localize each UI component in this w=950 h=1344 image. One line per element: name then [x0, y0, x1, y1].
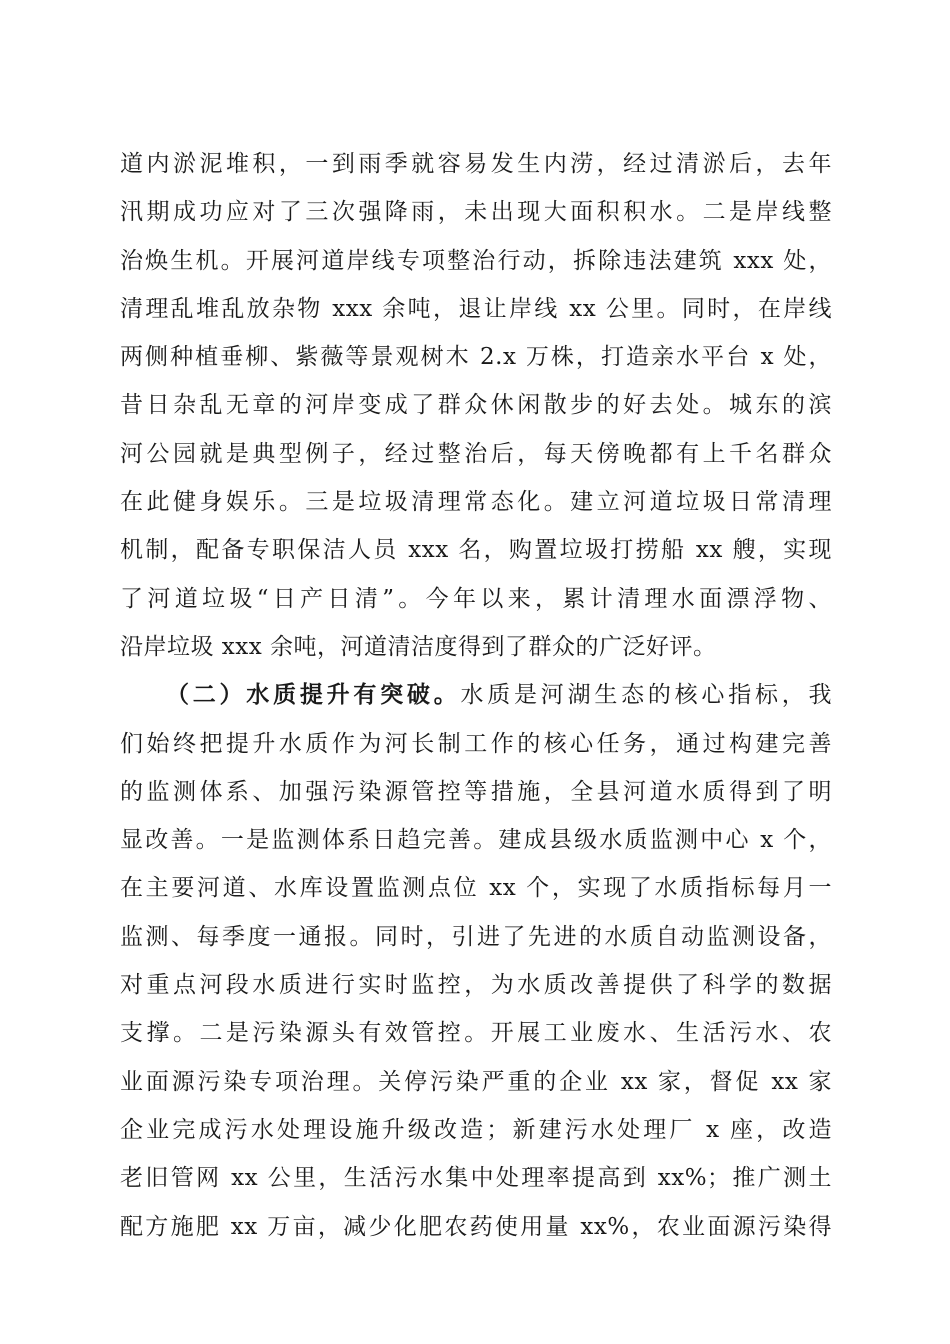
paragraph-line: 两侧种植垂柳、紫薇等景观树木 2.x 万株，打造亲水平台 x 处， — [120, 344, 832, 371]
paragraph-line: 沿岸垃圾 xxx 余吨，河道清洁度得到了群众的广泛好评。 — [120, 633, 717, 660]
paragraph-line: 显改善。一是监测体系日趋完善。建成县级水质监测中心 x 个， — [120, 827, 832, 854]
paragraph-line: 机制，配备专职保洁人员 xxx 名，购置垃圾打捞船 xx 艘，实现 — [120, 537, 832, 564]
paragraph-line: 支撑。二是污染源头有效管控。开展工业废水、生活污水、农 — [120, 1020, 832, 1047]
paragraph-line: 对重点河段水质进行实时监控，为水质改善提供了科学的数据 — [120, 972, 832, 999]
paragraph-line: 老旧管网 xx 公里，生活污水集中处理率提高到 xx%；推广测土 — [120, 1165, 832, 1192]
paragraph-line: 清理乱堆乱放杂物 xxx 余吨，退让岸线 xx 公里。同时，在岸线 — [120, 295, 832, 322]
section-first-line-text: 水质是河湖生态的核心指标，我 — [460, 682, 833, 709]
paragraph-line: 了河道垃圾“日产日清”。今年以来，累计清理水面漂浮物、 — [120, 585, 832, 612]
paragraph-line: 昔日杂乱无章的河岸变成了群众休闲散步的好去处。城东的滨 — [120, 392, 832, 419]
paragraph-line: 治焕生机。开展河道岸线专项整治行动，拆除违法建筑 xxx 处， — [120, 247, 832, 274]
section-heading: （二）水质提升有突破。 — [166, 681, 461, 709]
paragraph-line: 在此健身娱乐。三是垃圾清理常态化。建立河道垃圾日常清理 — [120, 489, 832, 516]
paragraph-line: 河公园就是典型例子，经过整治后，每天傍晚都有上千名群众 — [120, 440, 832, 467]
paragraph-line: 配方施肥 xx 万亩，减少化肥农药使用量 xx%，农业面源污染得 — [120, 1213, 832, 1240]
paragraph-line: 企业完成污水处理设施升级改造；新建污水处理厂 x 座，改造 — [120, 1116, 832, 1143]
paragraph-line: 在主要河道、水库设置监测点位 xx 个，实现了水质指标每月一 — [120, 875, 832, 902]
paragraph-line: 业面源污染专项治理。关停污染严重的企业 xx 家，督促 xx 家 — [120, 1068, 832, 1095]
body-text — [120, 140, 832, 1251]
paragraph-line: 监测、每季度一通报。同时，引进了先进的水质自动监测设备， — [120, 923, 832, 950]
paragraph-line: 道内淤泥堆积，一到雨季就容易发生内涝，经过清淤后，去年 — [120, 151, 832, 177]
paragraph-line: 的监测体系、加强污染源管控等措施，全县河道水质得到了明 — [120, 778, 832, 805]
section-first-line — [120, 671, 832, 719]
paragraph-line: 汛期成功应对了三次强降雨，未出现大面积积水。二是岸线整 — [120, 199, 832, 226]
paragraph-line: 们始终把提升水质作为河长制工作的核心任务，通过构建完善 — [120, 730, 832, 757]
